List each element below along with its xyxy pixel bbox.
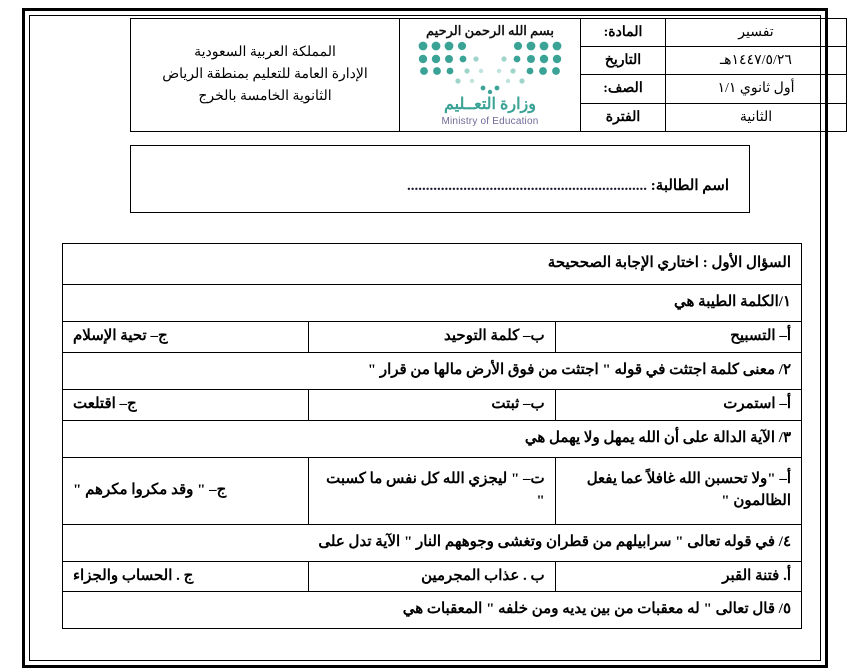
question-stem-row-2 <box>63 352 802 389</box>
header-subject-label: المادة: <box>581 19 666 47</box>
header-term-value: الثانية <box>666 103 847 131</box>
header-date-value: ١٤٤٧/٥/٢٦هـ <box>666 47 847 75</box>
header-row-1 <box>131 19 847 47</box>
question-1-option-c[interactable]: ج– تحية الإسلام <box>63 322 309 353</box>
ministry-name-english: Ministry of Education <box>441 115 539 127</box>
question-4-option-a[interactable]: أ. فتنة القبر <box>555 561 801 592</box>
question-2-option-b[interactable]: ب– ثبتت <box>309 389 555 420</box>
question-5-stem: ٥/ قال تعالى " له معقبات من بين يديه ومن خلفه " المعقبات هي <box>63 592 802 629</box>
student-name-label: اسم الطالبة: <box>650 178 729 194</box>
question-stem-row-5 <box>63 592 802 629</box>
section-title-row <box>63 244 802 285</box>
school-line-country: المملكة العربية السعودية <box>194 45 336 61</box>
section-title: السؤال الأول : اختاري الإجابة الصححيحة <box>63 244 802 285</box>
exam-header-table <box>130 18 847 132</box>
question-stem-row-3 <box>63 420 802 457</box>
question-4-option-c[interactable]: ج . الحساب والجزاء <box>63 561 309 592</box>
header-term-label: الفترة <box>581 103 666 131</box>
question-3-stem: ٣/ الآية الدالة على أن الله يمهل ولا يهمل هي <box>63 420 802 457</box>
question-stem-row-1 <box>63 285 802 322</box>
question-1-option-a[interactable]: أ‌– التسبيح <box>555 322 801 353</box>
question-options-row-4 <box>63 561 802 592</box>
school-info-cell <box>131 19 400 132</box>
student-name-box <box>130 145 750 213</box>
student-name-dotted-line: ................................................................ <box>407 178 648 194</box>
question-options-row-2 <box>63 389 802 420</box>
header-class-value: أول ثانوي ١/١ <box>666 75 847 103</box>
school-line-name: الثانوية الخامسة بالخرج <box>198 88 332 104</box>
question-2-option-c[interactable]: ج– اقتلعت <box>63 389 309 420</box>
student-name-field[interactable] <box>407 176 729 195</box>
header-date-label: التاريخ <box>581 47 666 75</box>
ministry-name-arabic: وزارة التعــليم <box>443 96 537 113</box>
question-1-stem: ١/الكلمة الطيبة هي <box>63 285 802 322</box>
questions-table <box>62 243 802 629</box>
question-stem-row-4 <box>63 524 802 561</box>
school-line-administration: الإدارة العامة للتعليم بمنطقة الرياض <box>162 67 368 83</box>
question-3-option-a[interactable]: أ‌– "ولا تحسبن الله غافلاً عما يفعل الظالمون " <box>555 457 801 524</box>
question-2-stem: ٢/ معنى كلمة اجتثت في قوله " اجتثت من فوق الأرض مالها من قرار " <box>63 352 802 389</box>
question-3-option-b[interactable]: ت– " ليجزي الله كل نفس ما كسبت " <box>309 457 555 524</box>
header-class-label: الصف: <box>581 75 666 103</box>
question-4-stem: ٤/ في قوله تعالى " سرابيلهم من قطران وتغشى وجوههم النار " الآية تدل على <box>63 524 802 561</box>
question-options-row-3 <box>63 457 802 524</box>
question-options-row-1 <box>63 322 802 353</box>
header-subject-value: تفسير <box>666 19 847 47</box>
ministry-logo-cell <box>400 19 581 132</box>
question-2-option-a[interactable]: أ‌– استمرت <box>555 389 801 420</box>
ministry-logo <box>400 23 580 129</box>
basmala-text: بسم الله الرحمن الرحيم <box>426 23 555 38</box>
logo-dots-icon <box>415 40 565 94</box>
question-1-option-b[interactable]: ب– كلمة التوحيد <box>309 322 555 353</box>
question-3-option-c[interactable]: ج– " وقد مكروا مكرهم " <box>63 457 309 524</box>
question-4-option-b[interactable]: ب . عذاب المجرمين <box>309 561 555 592</box>
